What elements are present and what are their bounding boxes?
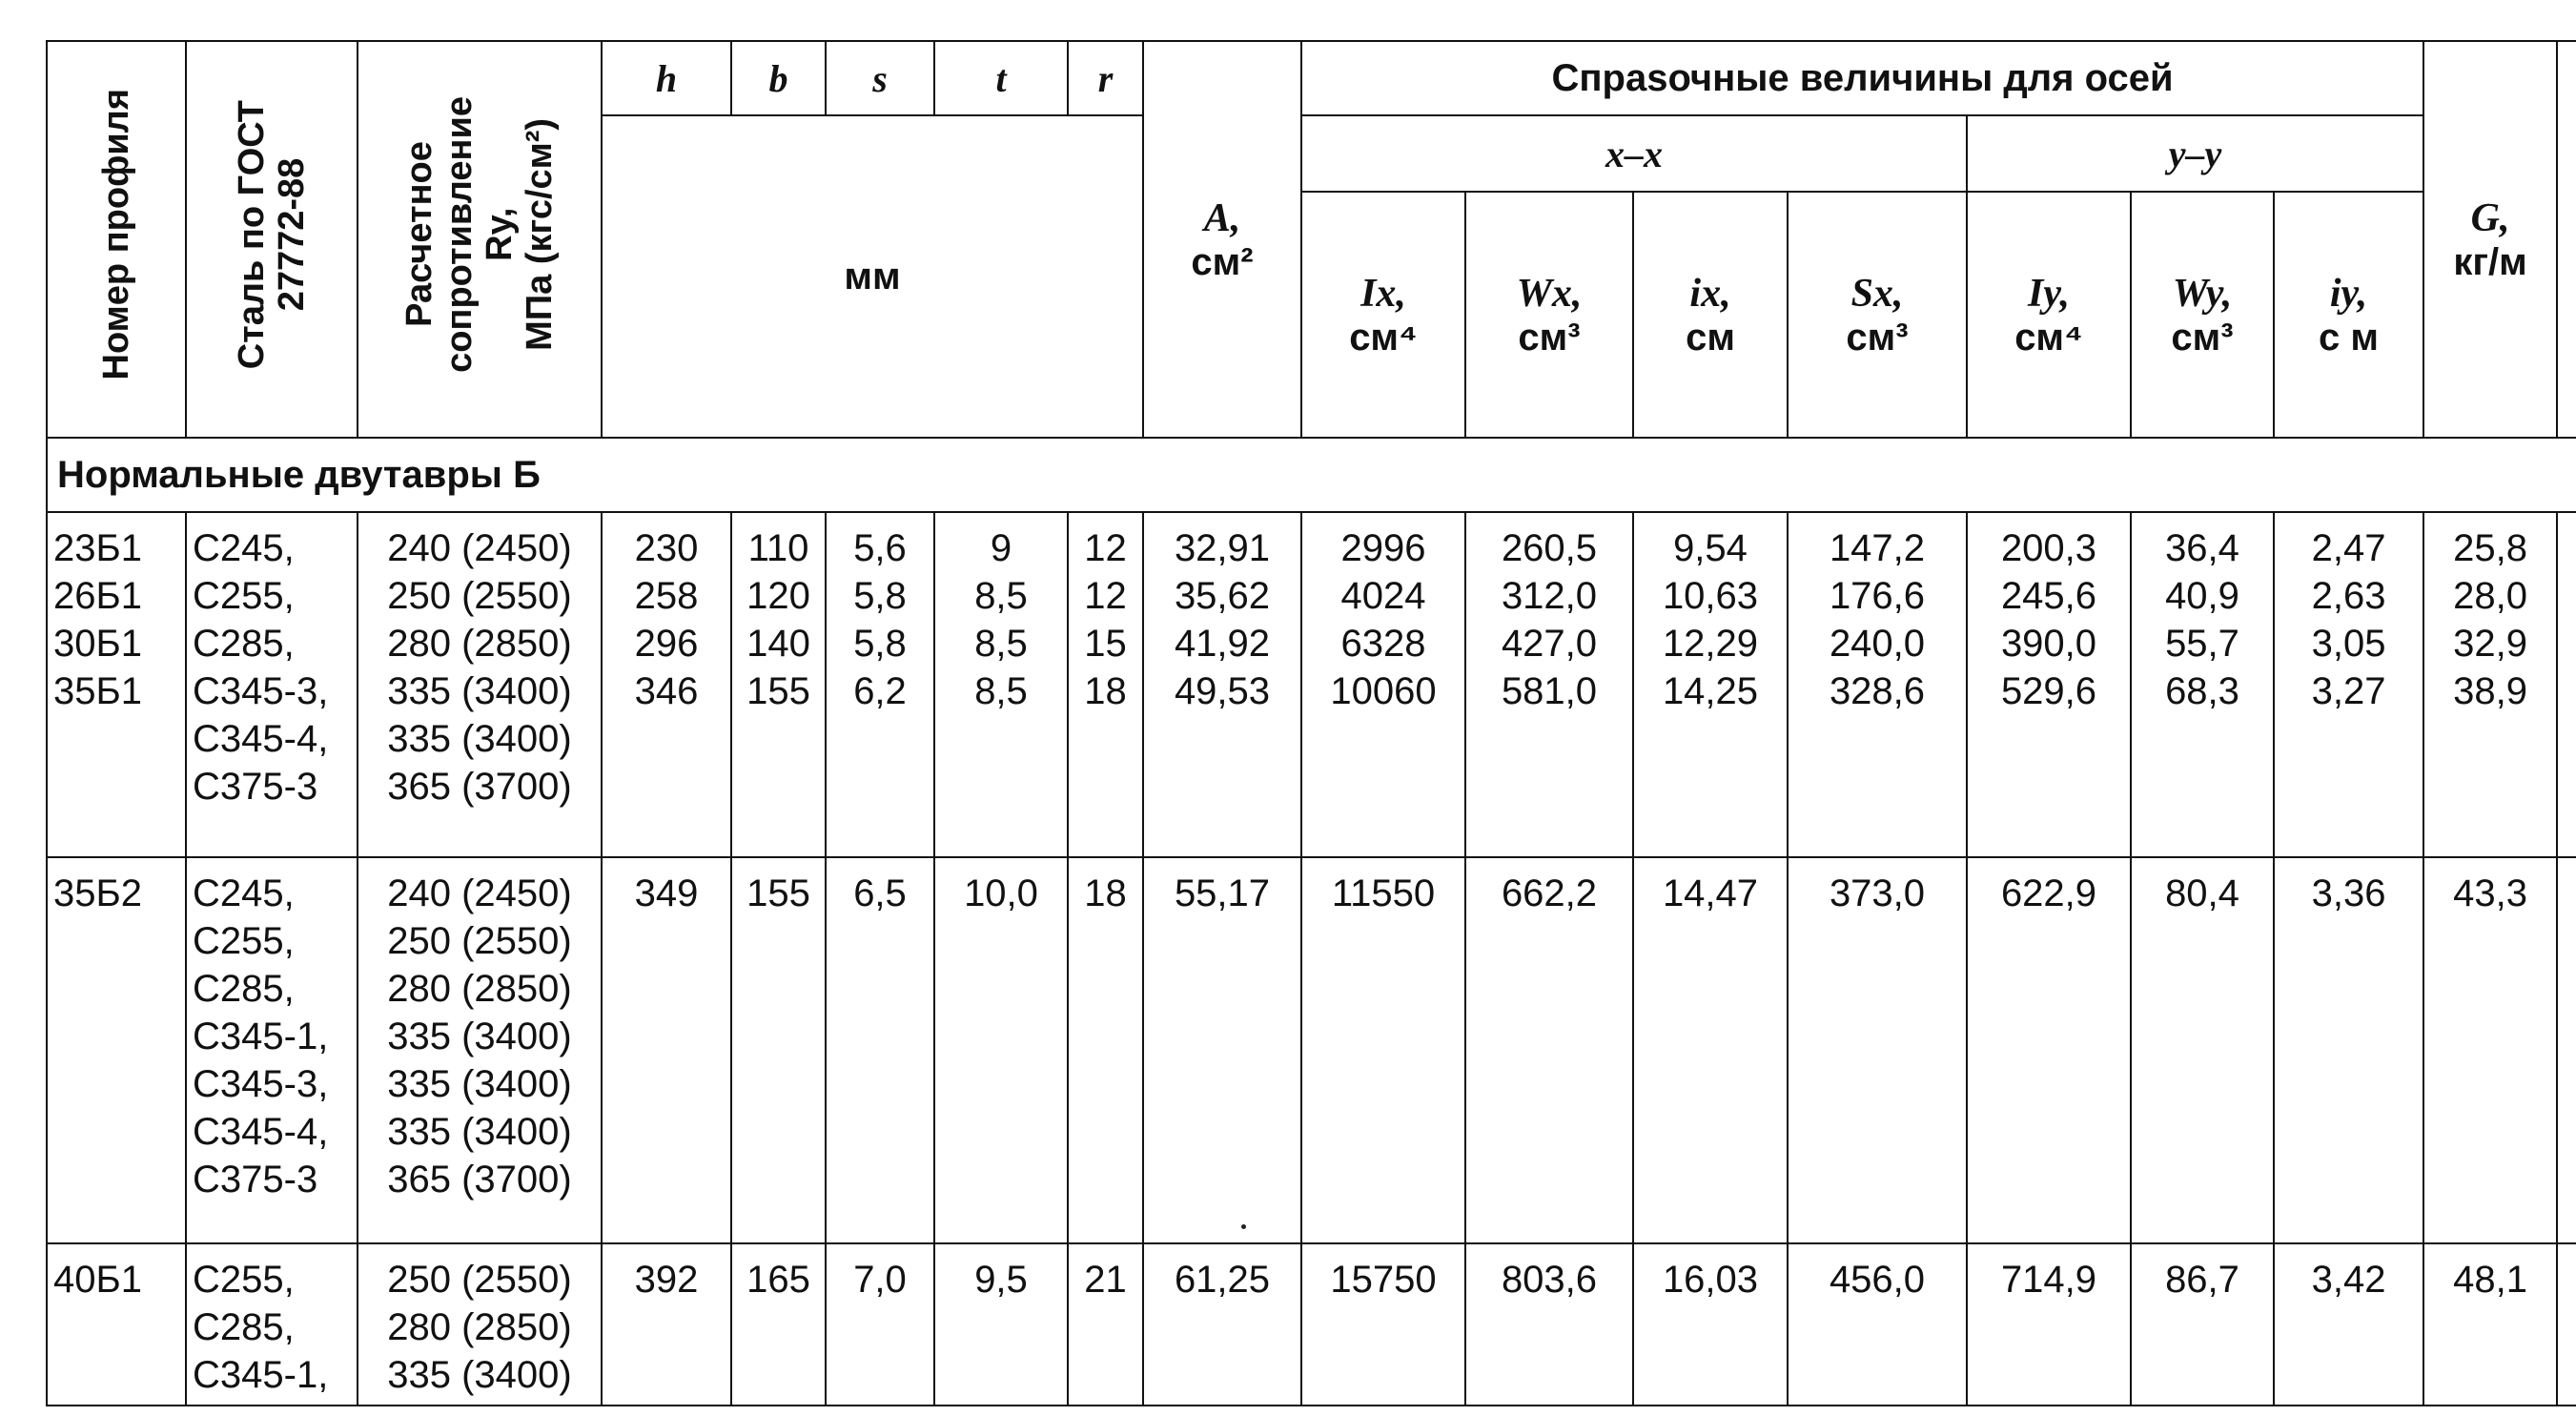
cell-line: 3,05 (2311, 623, 2386, 665)
col-header-Iy: Iy, см⁴ (1967, 192, 2131, 438)
cell-A (1143, 857, 1301, 1243)
cell-line: 328,6 (1829, 670, 1926, 712)
table-row (47, 857, 2576, 1243)
area-symbol: A, (1203, 195, 1241, 240)
cell-line: 61,25 (1174, 1259, 1271, 1301)
col-header-r: r (1068, 41, 1143, 115)
cell-iy (2274, 1243, 2423, 1406)
axis-x-header: x–x (1301, 115, 1967, 192)
cell-line: С285, (193, 623, 295, 665)
cell-line: 662,2 (1501, 872, 1598, 914)
cell-line: 49,53 (1174, 670, 1271, 712)
cell-A (1143, 1243, 1301, 1406)
cell-line: 3,42 (2311, 1259, 2386, 1301)
col-header-s: s (826, 41, 934, 115)
col-header-resistance: Расчетное сопротивление Ry, МПа (кгс/см²) (358, 41, 602, 438)
cell-line: 23Б1 (53, 527, 142, 569)
cell-b (731, 512, 826, 857)
cell-line: 38,9 (2453, 670, 2527, 712)
cell-line: 176,6 (1829, 575, 1926, 617)
cell-line: 365 (3700) (387, 1159, 572, 1201)
cell-line: 41,92 (1174, 623, 1271, 665)
cell-line: 35Б2 (53, 872, 142, 914)
cell-r (1068, 1243, 1143, 1406)
cell-line: 335 (3400) (387, 670, 572, 712)
G-unit: кг/м (2453, 240, 2527, 283)
cell-A (1143, 512, 1301, 857)
cell-line: 155 (746, 872, 810, 914)
cell-Wy (2131, 512, 2274, 857)
cell-line: 43,3 (2453, 872, 2527, 914)
cell-line: 9,5 (974, 1259, 1028, 1301)
cell-Iy (1967, 512, 2131, 857)
col-header-area (1143, 41, 1301, 438)
cell-b (731, 1243, 826, 1406)
col-header-iy: iy, с м (2274, 192, 2423, 438)
cell-profile (47, 512, 186, 857)
cell-line: 258 (634, 575, 699, 617)
cell-Iy (1967, 1243, 2131, 1406)
cell-line: 9 (990, 527, 1012, 569)
cell-line: С375-3 (193, 1159, 318, 1201)
cell-h (602, 512, 731, 857)
cell-line: 622,9 (2000, 872, 2097, 914)
cell-line: 200,3 (2000, 527, 2097, 569)
section-row (47, 438, 2576, 512)
cell-line: 32,9 (2453, 623, 2527, 665)
col-header-h: h (602, 41, 731, 115)
header-row-1 (47, 41, 2576, 115)
cut-cell (2557, 512, 2576, 857)
cell-s (826, 512, 934, 857)
cell-line: 12,29 (1662, 623, 1759, 665)
cell-line: 373,0 (1829, 872, 1926, 914)
scan-speck (1241, 1224, 1246, 1229)
cell-line: С345-4, (193, 718, 329, 760)
cell-line: 10,0 (964, 872, 1038, 914)
cell-Sx (1788, 857, 1967, 1243)
cell-line: 8,5 (974, 575, 1028, 617)
cell-line: 6,2 (853, 670, 907, 712)
cell-r (1068, 512, 1143, 857)
cell-line: 280 (2850) (387, 968, 572, 1010)
col-header-profile: Номер профиля (47, 41, 186, 438)
cell-line: 349 (634, 872, 699, 914)
col-header-Sx: Sx, см³ (1788, 192, 1967, 438)
cell-line: С255, (193, 920, 295, 962)
cell-steel (186, 857, 358, 1243)
cell-line: 5,8 (853, 575, 907, 617)
cell-line: 230 (634, 527, 699, 569)
cell-line: 55,17 (1174, 872, 1271, 914)
cell-line: 110 (747, 527, 809, 569)
cell-line: 5,6 (853, 527, 907, 569)
col-header-ix: ix, см (1633, 192, 1788, 438)
cell-line: 80,4 (2165, 872, 2239, 914)
cell-line: С255, (193, 1259, 295, 1301)
cell-ix (1633, 857, 1788, 1243)
cell-line: 335 (3400) (387, 1354, 572, 1396)
cell-line: 245,6 (2000, 575, 2097, 617)
col-header-Wy: Wy, см³ (2131, 192, 2274, 438)
cell-line: 296 (634, 623, 699, 665)
cell-G (2423, 857, 2557, 1243)
col-header-steel: Сталь по ГОСТ 27772-88 (186, 41, 358, 438)
cell-line: 35Б1 (53, 670, 142, 712)
cell-resistance (358, 857, 602, 1243)
cell-resistance (358, 1243, 602, 1406)
cell-line: 3,36 (2311, 872, 2386, 914)
cell-line: 25,8 (2453, 527, 2527, 569)
cell-line: 392 (634, 1259, 699, 1301)
cell-Sx (1788, 512, 1967, 857)
cell-ix (1633, 512, 1788, 857)
cell-line: 250 (2550) (387, 575, 572, 617)
cell-line: 803,6 (1501, 1259, 1598, 1301)
cell-line: 155 (746, 670, 810, 712)
cell-line: 14,47 (1662, 872, 1759, 914)
table-row (47, 1243, 2576, 1406)
cell-line: С345-3, (193, 670, 329, 712)
cell-line: 2996 (1340, 527, 1426, 569)
cell-Ix (1301, 857, 1465, 1243)
cell-line: 21 (1084, 1259, 1127, 1301)
cell-steel (186, 1243, 358, 1406)
cell-h (602, 857, 731, 1243)
cell-line: 10060 (1330, 670, 1437, 712)
cell-line: 280 (2850) (387, 623, 572, 665)
cell-t (934, 1243, 1068, 1406)
cell-line: С345-1, (193, 1016, 329, 1057)
cell-line: 12 (1084, 527, 1127, 569)
col-header-b: b (731, 41, 826, 115)
cell-s (826, 857, 934, 1243)
col-header-t: t (934, 41, 1068, 115)
cell-line: 427,0 (1501, 623, 1598, 665)
cell-Iy (1967, 857, 2131, 1243)
cell-line: С285, (193, 968, 295, 1010)
cell-r (1068, 857, 1143, 1243)
cell-line: 240,0 (1829, 623, 1926, 665)
col-header-Wx: Wx, см³ (1465, 192, 1633, 438)
cell-ix (1633, 1243, 1788, 1406)
cell-line: 250 (2550) (387, 920, 572, 962)
cell-line: С375-3 (193, 766, 318, 808)
cell-G (2423, 1243, 2557, 1406)
axis-y-header: y–y (1967, 115, 2423, 192)
cell-line: 240 (2450) (387, 527, 572, 569)
area-unit: см² (1191, 240, 1254, 283)
cell-steel (186, 512, 358, 857)
cell-profile (47, 1243, 186, 1406)
cell-line: 12 (1084, 575, 1127, 617)
cell-line: 6,5 (853, 872, 907, 914)
cell-Wy (2131, 1243, 2274, 1406)
ref-values-header: Спраsочные величины для осей (1301, 41, 2423, 115)
cut-cell (2557, 1243, 2576, 1406)
cell-Sx (1788, 1243, 1967, 1406)
cell-t (934, 512, 1068, 857)
cell-line: 3,27 (2311, 670, 2386, 712)
cell-line: 15 (1084, 623, 1127, 665)
cell-line: 40,9 (2165, 575, 2239, 617)
cell-resistance (358, 512, 602, 857)
cell-line: 35,62 (1174, 575, 1271, 617)
cell-line: 280 (2850) (387, 1306, 572, 1348)
cell-line: С245, (193, 527, 295, 569)
cell-s (826, 1243, 934, 1406)
cell-G (2423, 512, 2557, 857)
cell-line: 32,91 (1174, 527, 1271, 569)
cell-line: 581,0 (1501, 670, 1598, 712)
cell-b (731, 857, 826, 1243)
cell-Ix (1301, 512, 1465, 857)
cell-line: 86,7 (2165, 1259, 2239, 1301)
cell-line: С345-3, (193, 1063, 329, 1105)
cell-line: 15750 (1330, 1259, 1437, 1301)
cell-Ix (1301, 1243, 1465, 1406)
cell-line: 2,63 (2311, 575, 2386, 617)
cell-line: 714,9 (2000, 1259, 2097, 1301)
cut-column (2557, 41, 2576, 438)
cell-iy (2274, 512, 2423, 857)
cell-line: 11550 (1331, 872, 1436, 914)
col-header-Ix: Ix, см⁴ (1301, 192, 1465, 438)
cell-line: С245, (193, 872, 295, 914)
cell-line: 48,1 (2453, 1259, 2527, 1301)
cell-line: 335 (3400) (387, 1016, 572, 1057)
steel-profile-table (46, 40, 2576, 1406)
cell-line: 140 (746, 623, 810, 665)
cell-Wx (1465, 857, 1633, 1243)
cell-line: С255, (193, 575, 295, 617)
cut-cell (2557, 857, 2576, 1243)
cell-line: С345-1, (193, 1354, 329, 1396)
cell-Wy (2131, 857, 2274, 1243)
cell-line: 335 (3400) (387, 718, 572, 760)
cell-line: 240 (2450) (387, 872, 572, 914)
cell-line: 346 (634, 670, 699, 712)
cell-line: 30Б1 (53, 623, 142, 665)
cell-line: 529,6 (2000, 670, 2097, 712)
cell-line: 260,5 (1501, 527, 1598, 569)
cell-line: 6328 (1340, 623, 1426, 665)
mm-header: мм (602, 115, 1143, 438)
cell-line: 7,0 (853, 1259, 907, 1301)
cell-line: 2,47 (2311, 527, 2386, 569)
cell-line: 40Б1 (53, 1259, 142, 1301)
cell-line: 55,7 (2165, 623, 2239, 665)
cell-line: 335 (3400) (387, 1111, 572, 1153)
cell-iy (2274, 857, 2423, 1243)
cell-line: С285, (193, 1306, 295, 1348)
cell-line: 28,0 (2453, 575, 2527, 617)
cell-t (934, 857, 1068, 1243)
cell-line: 335 (3400) (387, 1063, 572, 1105)
cell-line: 365 (3700) (387, 766, 572, 808)
cell-line: 16,03 (1662, 1259, 1759, 1301)
G-symbol: G, (2470, 195, 2510, 240)
cell-line: 10,63 (1662, 575, 1759, 617)
cell-line: 165 (746, 1259, 810, 1301)
cell-line: 9,54 (1673, 527, 1748, 569)
cell-line: 120 (746, 575, 810, 617)
cell-line: 36,4 (2165, 527, 2239, 569)
cell-profile (47, 857, 186, 1243)
cell-line: 250 (2550) (387, 1259, 572, 1301)
cell-Wx (1465, 512, 1633, 857)
cell-line: 312,0 (1501, 575, 1598, 617)
cell-line: 5,8 (853, 623, 907, 665)
col-header-G (2423, 41, 2557, 438)
cell-line: 8,5 (974, 670, 1028, 712)
cell-line: 147,2 (1829, 527, 1926, 569)
cell-Wx (1465, 1243, 1633, 1406)
cell-line: 390,0 (2000, 623, 2097, 665)
cell-line: С345-4, (193, 1111, 329, 1153)
cell-line: 4024 (1340, 575, 1426, 617)
cell-line: 8,5 (974, 623, 1028, 665)
cell-h (602, 1243, 731, 1406)
section-title: Нормальные двутавры Б (47, 438, 2576, 512)
cell-line: 26Б1 (53, 575, 142, 617)
cell-line: 14,25 (1662, 670, 1759, 712)
cell-line: 456,0 (1829, 1259, 1926, 1301)
cell-line: 18 (1084, 872, 1127, 914)
cell-line: 68,3 (2165, 670, 2239, 712)
table-row (47, 512, 2576, 857)
cell-line: 18 (1084, 670, 1127, 712)
